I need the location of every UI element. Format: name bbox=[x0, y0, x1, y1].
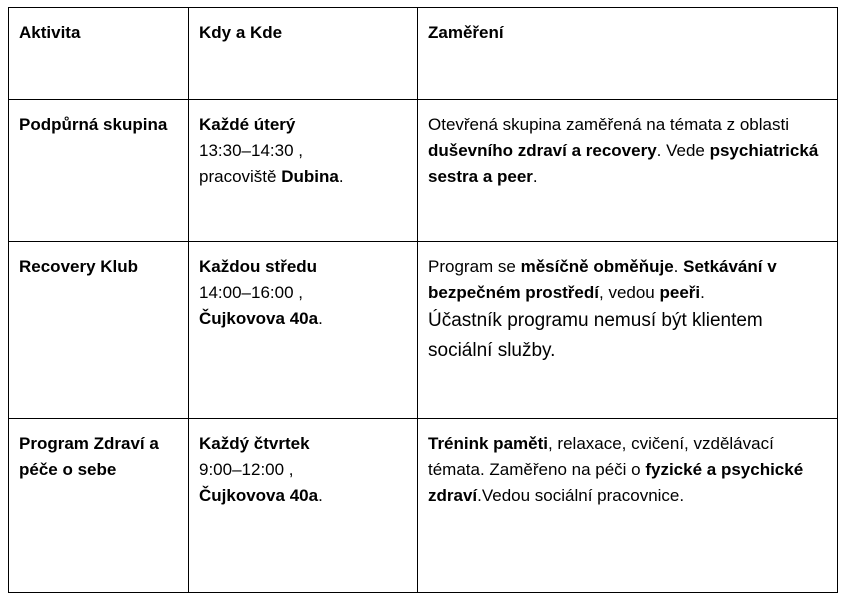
header-activity: Aktivita bbox=[9, 8, 189, 100]
focus-bold: duševního zdraví a recovery bbox=[428, 141, 657, 160]
time: 13:30–14:30 , bbox=[199, 141, 303, 160]
place: Čujkovova 40a bbox=[199, 309, 319, 328]
focus-text: . bbox=[532, 167, 538, 186]
header-focus: Zaměření bbox=[418, 8, 838, 100]
focus-bold: Trénink paměti bbox=[428, 434, 548, 453]
focus-text: .Vedou sociální pracovnice. bbox=[477, 486, 685, 505]
focus-text: Program se bbox=[428, 257, 521, 276]
place: Dubina bbox=[281, 167, 339, 186]
focus-text: Otevřená skupina zaměřená na témata z oblasti bbox=[428, 115, 789, 134]
focus-text: . Vede bbox=[656, 141, 710, 160]
place-line bbox=[199, 306, 407, 332]
day: Každou středu bbox=[199, 257, 318, 276]
table-row bbox=[9, 419, 838, 593]
focus-text: . bbox=[700, 283, 705, 302]
focus-bold: Setkávání v bezpečném prostředí bbox=[428, 257, 777, 302]
when-where-cell bbox=[189, 100, 418, 242]
time: 14:00–16:00 , bbox=[199, 283, 303, 302]
focus-text: . bbox=[673, 257, 684, 276]
focus-cell bbox=[418, 100, 838, 242]
when-where-cell bbox=[189, 419, 418, 593]
focus-bold: peeři bbox=[659, 283, 701, 302]
when-where-cell bbox=[189, 242, 418, 419]
place-suffix: . bbox=[318, 486, 323, 505]
focus-cell bbox=[418, 242, 838, 419]
place-suffix: . bbox=[338, 167, 344, 186]
focus-bold: fyzické a psychické zdraví bbox=[428, 460, 804, 505]
place-line bbox=[199, 483, 407, 509]
activity-name: Podpůrná skupina bbox=[9, 100, 189, 242]
focus-note: Účastník programu nemusí být klientem sociální služby. bbox=[428, 310, 763, 361]
table-header-row bbox=[9, 8, 838, 100]
time: 9:00–12:00 , bbox=[199, 460, 294, 479]
activity-name: Program Zdraví a péče o sebe bbox=[9, 419, 189, 593]
table-row bbox=[9, 242, 838, 419]
place-suffix: . bbox=[318, 309, 323, 328]
focus-cell bbox=[418, 419, 838, 593]
day: Každý čtvrtek bbox=[199, 434, 310, 453]
focus-bold: měsíčně obměňuje bbox=[520, 257, 674, 276]
focus-text: , relaxace, cvičení, vzdělávací témata. Zaměřeno na péči o bbox=[428, 434, 774, 479]
place-prefix: pracoviště bbox=[199, 167, 282, 186]
place-line bbox=[199, 164, 407, 190]
activities-table bbox=[8, 7, 838, 593]
focus-bold: psychiatrická sestra a peer bbox=[428, 141, 819, 186]
activity-name: Recovery Klub bbox=[9, 242, 189, 419]
header-when-where: Kdy a Kde bbox=[189, 8, 418, 100]
focus-text: , vedou bbox=[599, 283, 660, 302]
table-row bbox=[9, 100, 838, 242]
day: Každé úterý bbox=[199, 115, 296, 134]
place: Čujkovova 40a bbox=[199, 486, 319, 505]
